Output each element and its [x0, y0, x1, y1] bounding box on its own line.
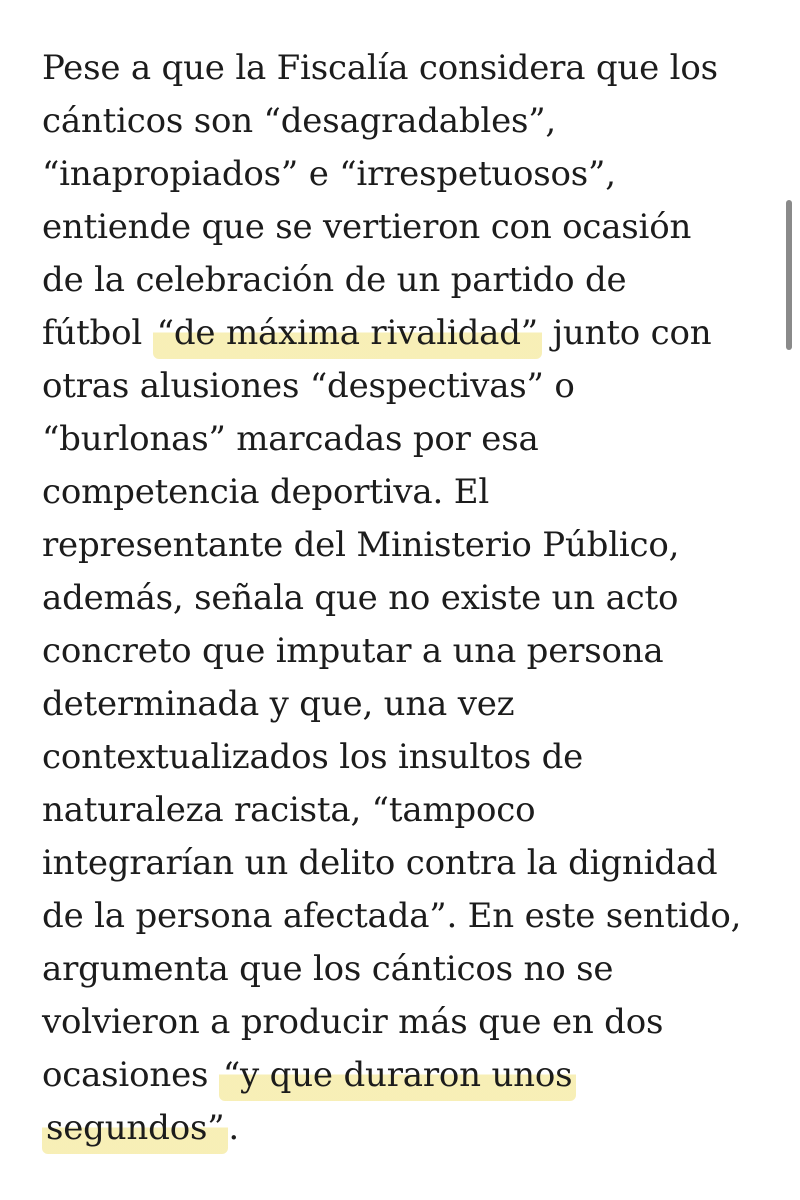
text-segment: Pese a que la Fiscalía considera que los	[42, 48, 718, 88]
text-segment: .	[228, 1108, 240, 1148]
highlighted-quote: “y que duraron unos	[219, 1055, 577, 1101]
text-segment: volvieron a producir más que en dos	[42, 1002, 664, 1042]
text-segment: representante del Ministerio Público,	[42, 525, 680, 565]
text-line	[42, 678, 762, 731]
text-line	[42, 731, 762, 784]
text-line	[42, 519, 762, 572]
text-segment: contextualizados los insultos de	[42, 737, 584, 777]
text-line	[42, 413, 762, 466]
text-segment: integrarían un delito contra la dignidad	[42, 843, 718, 883]
text-line	[42, 943, 762, 996]
text-line	[42, 95, 762, 148]
text-line	[42, 360, 762, 413]
text-segment: determinada y que, una vez	[42, 684, 515, 724]
text-line	[42, 890, 762, 943]
text-line	[42, 466, 762, 519]
text-segment: ocasiones	[42, 1055, 219, 1095]
text-segment: junto con	[541, 313, 712, 353]
text-line	[42, 201, 762, 254]
text-segment: concreto que imputar a una persona	[42, 631, 664, 671]
text-segment: además, señala que no existe un acto	[42, 578, 679, 618]
text-segment: de la persona afectada”. En este sentido,	[42, 896, 742, 936]
text-line	[42, 254, 762, 307]
text-line	[42, 307, 762, 360]
text-segment: naturaleza racista, “tampoco	[42, 790, 536, 830]
highlighted-quote: “de máxima rivalidad”	[153, 313, 542, 359]
text-segment: otras alusiones “despectivas” o	[42, 366, 575, 406]
article-paragraph	[42, 42, 762, 1155]
scrollbar-thumb[interactable]	[786, 200, 792, 350]
text-segment: “inapropiados” e “irrespetuosos”,	[42, 154, 616, 194]
text-line	[42, 1102, 762, 1155]
text-line	[42, 625, 762, 678]
text-segment: competencia deportiva. El	[42, 472, 490, 512]
text-segment: de la celebración de un partido de	[42, 260, 627, 300]
text-segment: “burlonas” marcadas por esa	[42, 419, 539, 459]
text-segment: fútbol	[42, 313, 153, 353]
highlighted-quote: segundos”	[42, 1108, 228, 1154]
text-line	[42, 996, 762, 1049]
text-line	[42, 1049, 762, 1102]
text-line	[42, 42, 762, 95]
text-segment: argumenta que los cánticos no se	[42, 949, 614, 989]
text-line	[42, 837, 762, 890]
text-segment: entiende que se vertieron con ocasión	[42, 207, 692, 247]
text-line	[42, 572, 762, 625]
text-line	[42, 148, 762, 201]
text-segment: cánticos son “desagradables”,	[42, 101, 557, 141]
text-line	[42, 784, 762, 837]
